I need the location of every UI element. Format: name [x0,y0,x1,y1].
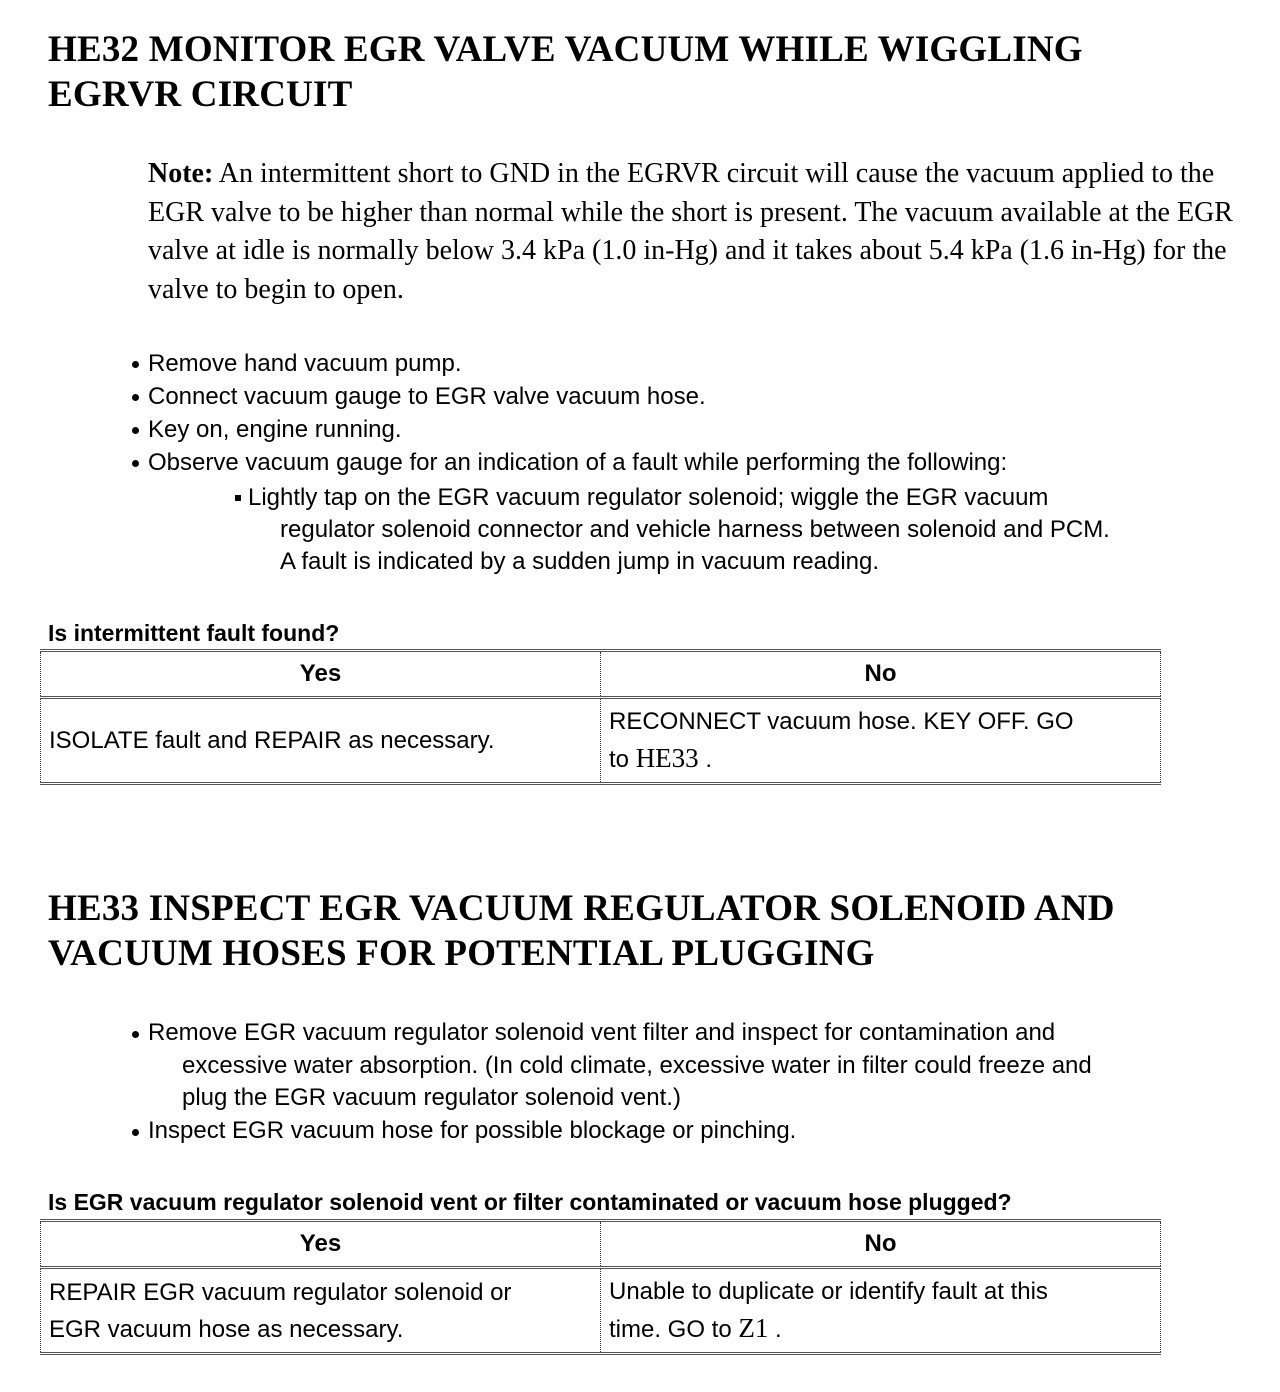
yes-header: Yes [41,651,601,698]
bullet-icon [132,427,139,434]
title-line-1: HE33 INSPECT EGR VACUUM REGULATOR SOLENOID AND [48,888,1115,929]
no-cell: RECONNECT vacuum hose. KEY OFF. GO to HE33 . [601,698,1161,784]
yes-header: Yes [41,1221,601,1268]
title-line-2: EGRVR CIRCUIT [48,74,353,115]
link-z1[interactable]: Z1 [738,1313,769,1343]
note-text: An intermittent short to GND in the EGRVR circuit will cause the vacuum applied to the EGR valve to be higher than normal while the short is present. The vacuum available at the EGR valve at idle is normally below 3.4 kPa (1.0 in-Hg) and it takes about 5.4 kPa (1.6 in-Hg) for the valve to begin to open. [148,158,1233,305]
section-title-he32 [48,27,1248,117]
list-item-continuation: plug the EGR vacuum regulator solenoid vent.) [182,1084,681,1111]
question-he32: Is intermittent fault found? [48,620,340,646]
list-item: Connect vacuum gauge to EGR valve vacuum hose. [130,380,1250,413]
bullet-icon [132,460,139,467]
decision-table-he33 [40,1219,1161,1355]
no-header: No [601,1221,1161,1268]
no-header: No [601,651,1161,698]
yes-cell: ISOLATE fault and REPAIR as necessary. [41,698,601,784]
list-item-continuation: excessive water absorption. (In cold climate, excessive water in filter could freeze and [182,1051,1092,1079]
title-line-2: VACUUM HOSES FOR POTENTIAL PLUGGING [48,933,875,974]
question-he33: Is EGR vacuum regulator solenoid vent or filter contaminated or vacuum hose plugged? [48,1189,1012,1215]
list-item: Observe vacuum gauge for an indication of a fault while performing the following: [130,446,1250,479]
procedure-list-he32 [130,347,1250,479]
bullet-icon [132,394,139,401]
link-he33[interactable]: HE33 [635,743,699,773]
note-label: Note: [148,158,214,189]
list-item: Inspect EGR vacuum hose for possible blockage or pinching. [130,1115,1260,1148]
list-item: Key on, engine running. [130,413,1250,446]
bullet-icon [132,1031,139,1038]
title-line-1: HE32 MONITOR EGR VALVE VACUUM WHILE WIGGLING [48,29,1083,70]
section-title-he33 [48,886,1248,976]
bullet-icon [132,361,139,368]
yes-cell: REPAIR EGR vacuum regulator solenoid or EGR vacuum hose as necessary. [41,1268,601,1354]
procedure-list-he33 [130,1017,1260,1147]
bullet-icon [132,1129,139,1136]
square-bullet-icon [235,495,241,501]
list-item: Remove EGR vacuum regulator solenoid vent filter and inspect for contamination and [130,1017,1260,1050]
decision-table-he32 [40,649,1161,785]
list-item: Remove hand vacuum pump. [130,347,1250,380]
sub-procedure-list [232,482,1262,578]
no-cell: Unable to duplicate or identify fault at this time. GO to Z1 . [601,1268,1161,1354]
note-paragraph [148,155,1258,309]
sub-list-item: Lightly tap on the EGR vacuum regulator solenoid; wiggle the EGR vacuum regulator solenoid connector and vehicle harness between solenoid and PCM. A fault is indicated by a sudden jump in vacuum reading. [232,482,1262,578]
